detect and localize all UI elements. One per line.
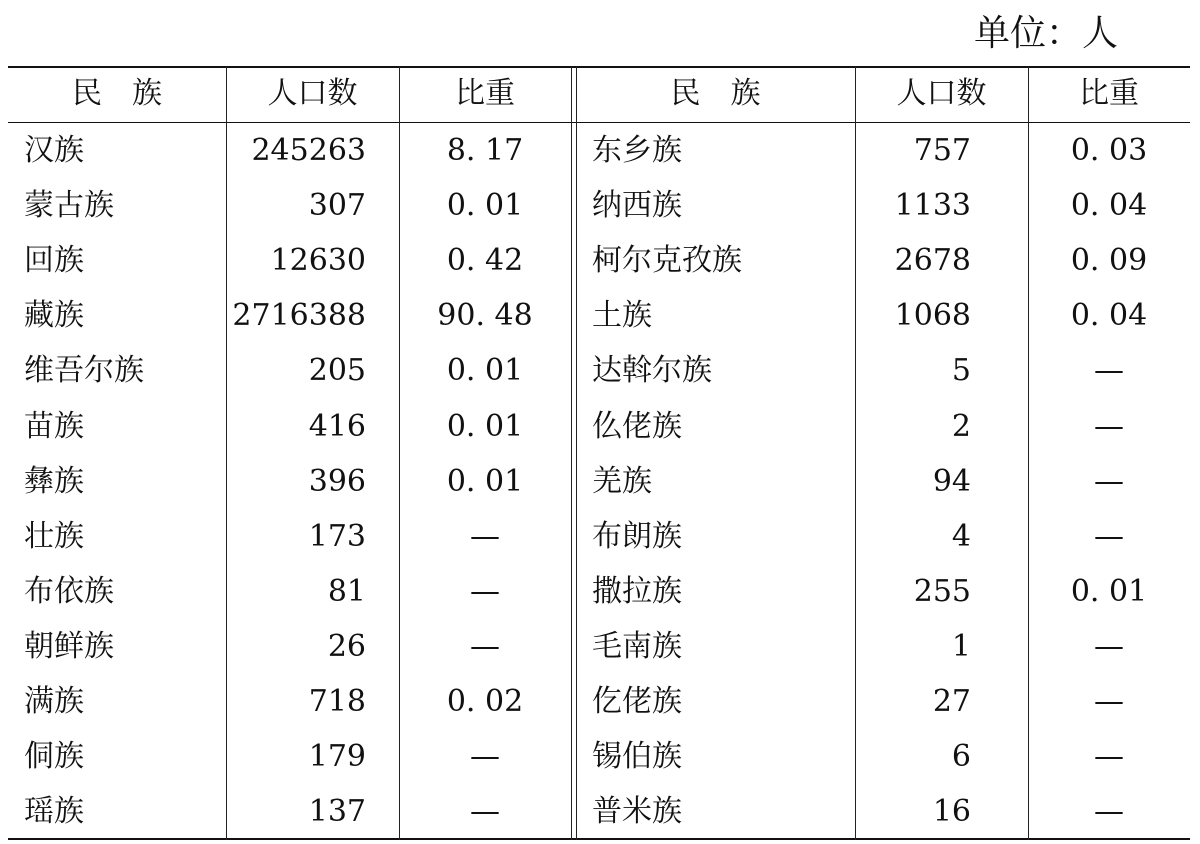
cell-right-share: — [1094,739,1124,775]
cell-right-nation: 达斡尔族 [592,353,712,389]
cell-left-share: 0. 01 [446,408,524,444]
cell-left-nation: 布依族 [24,573,114,609]
cell-right-population: 27 [932,684,971,719]
center-divider [571,66,572,840]
cell-left-population: 307 [308,188,366,224]
cell-right-population: 6 [951,739,971,775]
cell-right-share: — [1094,353,1124,389]
cell-right-population: 5 [951,353,971,389]
cell-right-share: 0. 04 [1070,298,1148,334]
cell-right-population: 2678 [894,243,971,279]
cell-right-share: — [1094,463,1124,499]
cell-right-share: — [1094,794,1124,830]
cell-left-nation: 朝鲜族 [24,628,114,664]
cell-right-nation: 锡伯族 [592,739,682,775]
cell-left-population: 416 [308,408,366,444]
cell-right-share: 0. 01 [1070,573,1148,609]
cell-right-nation: 仫佬族 [592,408,682,444]
cell-left-nation: 回族 [24,243,84,279]
cell-left-population: 173 [308,518,366,554]
cell-right-nation: 土族 [592,298,652,334]
cell-left-nation: 苗族 [24,408,84,444]
cell-left-population: 137 [308,794,366,830]
cell-left-population: 179 [308,739,366,775]
cell-right-population: 255 [913,573,971,609]
cell-right-share: — [1094,684,1124,719]
cell-right-share: 0. 03 [1070,133,1148,168]
header-share-right: 比重 [1079,76,1139,111]
header-nation-left: 民 族 [72,76,162,111]
unit-label: 单位：人 [973,13,1118,54]
cell-right-nation: 撒拉族 [592,573,682,609]
cell-right-population: 757 [913,133,971,168]
cell-left-share: — [470,628,500,664]
header-population-right: 人口数 [896,76,987,111]
cell-left-population: 2716388 [232,298,366,334]
cell-left-population: 205 [308,353,366,389]
header-population-left: 人口数 [267,76,358,111]
cell-left-share: 0. 01 [446,188,524,224]
cell-left-population: 26 [327,628,366,664]
cell-left-nation: 维吾尔族 [24,353,144,389]
cell-right-nation: 羌族 [592,463,652,499]
cell-right-population: 1133 [894,188,971,224]
cell-left-nation: 藏族 [24,298,84,334]
cell-left-nation: 汉族 [24,133,84,168]
cell-right-share: 0. 04 [1070,188,1148,224]
cell-left-population: 81 [327,573,366,609]
cell-left-share: 0. 01 [446,463,524,499]
cell-left-nation: 壮族 [24,518,84,554]
cell-left-nation: 满族 [24,684,84,719]
cell-right-share: — [1094,408,1124,444]
cell-right-nation: 布朗族 [592,518,682,554]
cell-right-population: 4 [951,518,971,554]
cell-right-population: 2 [951,408,971,444]
cell-left-share: — [470,794,500,830]
cell-left-share: — [470,573,500,609]
cell-right-population: 1 [951,628,971,664]
cell-left-share: 0. 01 [446,353,524,389]
cell-left-share: — [470,739,500,775]
header-nation-right: 民 族 [670,76,761,111]
cell-right-population: 16 [932,794,971,830]
cell-left-share: 0. 02 [446,684,524,719]
cell-right-share: — [1094,628,1124,664]
cell-left-population: 245263 [251,133,366,168]
cell-right-nation: 仡佬族 [592,684,682,719]
cell-right-nation: 东乡族 [592,133,682,168]
header-share-left: 比重 [455,76,515,111]
cell-right-population: 94 [932,463,971,499]
cell-left-nation: 侗族 [24,739,84,775]
cell-left-nation: 蒙古族 [24,188,114,224]
cell-left-nation: 彝族 [24,463,84,499]
cell-right-population: 1068 [894,298,971,334]
cell-left-population: 396 [308,463,366,499]
cell-left-share: 0. 42 [446,243,524,279]
cell-left-share: 8. 17 [446,133,524,168]
cell-right-nation: 普米族 [592,794,682,830]
cell-right-share: 0. 09 [1070,243,1148,279]
cell-right-share: — [1094,518,1124,554]
center-divider [576,66,577,840]
cell-left-share: — [470,518,500,554]
cell-left-population: 12630 [270,243,366,279]
cell-left-share: 90. 48 [437,298,533,334]
cell-right-nation: 毛南族 [592,628,682,664]
cell-right-nation: 柯尔克孜族 [592,243,742,279]
cell-right-nation: 纳西族 [592,188,682,224]
cell-left-population: 718 [308,684,366,719]
ethnic-population-table [8,66,1190,840]
cell-left-nation: 瑶族 [24,794,84,830]
